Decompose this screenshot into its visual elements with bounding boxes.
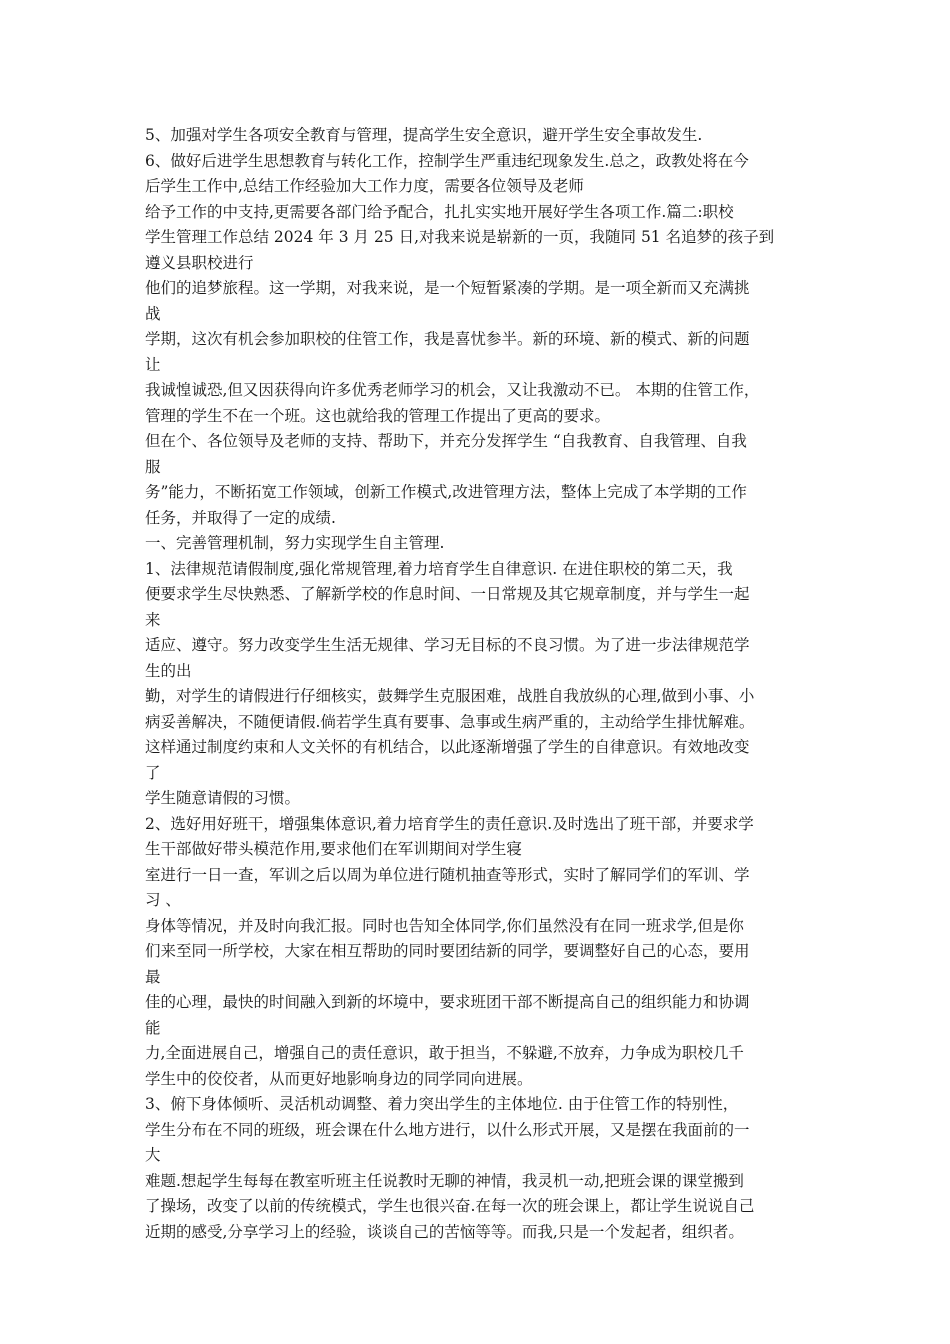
text-line: 习 、 <box>145 891 181 909</box>
text-line: 适应、遵守。努力改变学生生活无规律、学习无目标的不良习惯。为了进一步法律规范学 <box>145 636 750 654</box>
document-body <box>145 123 815 1245</box>
text-line: 让 <box>145 355 161 374</box>
text-line: 学生管理工作总结 2024 年 3 月 25 日,对我来说是崭新的一页，我随同 51 名追梦的孩子到 <box>145 228 775 246</box>
text-line: 但在个、各位领导及老师的支持、帮助下，并充分发挥学生 “自我教育、自我管理、自我 <box>145 432 747 450</box>
text-line: 来 <box>145 610 161 629</box>
text-line: 这样通过制度约束和人文关怀的有机结合，以此逐渐增强了学生的自律意识。有效地改变 <box>145 738 750 756</box>
text-line: 任务，并取得了一定的成绩. <box>145 508 336 527</box>
text-line: 了操场，改变了以前的传统模式，学生也很兴奋.在每一次的班会课上，都让学生说说自己 <box>145 1197 755 1215</box>
text-line: 遵义县职校进行 <box>145 253 254 272</box>
text-line: 学生随意请假的习惯。 <box>145 789 301 807</box>
section-heading: 一、完善管理机制，努力实现学生自主管理. <box>145 534 445 552</box>
text-line: 后学生工作中,总结工作经验加大工作力度，需要各位领导及老师 <box>145 177 584 195</box>
text-line: 最 <box>145 967 161 986</box>
text-line: 他们的追梦旅程。这一学期，对我来说，是一个短暂紧凑的学期。是一项全新而又充满挑 <box>145 279 750 297</box>
text-line: 3、俯下身体倾听、灵活机动调整、着力突出学生的主体地位. 由于住管工作的特别性， <box>145 1095 739 1113</box>
text-line: 2、选好用好班干，增强集体意识,着力培育学生的责任意识.及时选出了班干部，并要求学 <box>145 814 754 833</box>
text-line: 能 <box>145 1018 161 1037</box>
text-line: 力,全面进展自己，增强自己的责任意识，敢于担当，不躲避,不放弃，力争成为职校几千 <box>145 1044 744 1062</box>
text-line: 学生中的佼佼者，从而更好地影响身边的同学同向进展。 <box>145 1069 533 1088</box>
text-line: 管理的学生不在一个班。这也就给我的管理工作提出了更高的要求。 <box>145 406 611 425</box>
text-line: 6、做好后进学生思想教育与转化工作，控制学生严重违纪现象发生.总之，政教处将在今 <box>145 151 749 170</box>
text-line: 我诚惶诚恐,但又因获得向许多优秀老师学习的机会，又让我激动不已。 本期的住管工作， <box>145 381 760 399</box>
text-line: 身体等情况，并及时向我汇报。同时也告知全体同学,你们虽然没有在同一班求学,但是你 <box>145 916 744 935</box>
text-line: 5、加强对学生各项安全教育与管理，提高学生安全意识，避开学生安全事故发生. <box>145 126 703 144</box>
text-line: 室进行一日一查，军训之后以周为单位进行随机抽查等形式，实时了解同学们的军训、学 <box>145 865 750 884</box>
text-line: 学期，这次有机会参加职校的住管工作，我是喜忧参半。新的环境、新的模式、新的问题 <box>145 330 750 348</box>
text-line: 便要求学生尽快熟悉、了解新学校的作息时间、一日常规及其它规章制度，并与学生一起 <box>145 585 750 603</box>
text-line: 生干部做好带头模范作用,要求他们在军训期间对学生寝 <box>145 840 522 858</box>
text-line: 给予工作的中支持,更需要各部门给予配合，扎扎实实地开展好学生各项工作.篇二:职校 <box>145 202 734 221</box>
text-line: 1、法律规范请假制度,强化常规管理,着力培育学生自律意识. 在进住职校的第二天，我 <box>145 559 733 578</box>
text-line: 难题.想起学生每每在教室听班主任说教时无聊的神情，我灵机一动,把班会课的课堂搬到 <box>145 1171 744 1190</box>
text-line: 学生分布在不同的班级，班会课在什么地方进行，以什么形式开展，又是摆在我面前的一 <box>145 1120 750 1139</box>
text-line: 大 <box>145 1146 161 1164</box>
text-line: 战 <box>145 304 161 323</box>
text-line: 勤，对学生的请假进行仔细核实，鼓舞学生克服困难，战胜自我放纵的心理,做到小事、小 <box>145 687 755 705</box>
text-line: 生的出 <box>145 661 192 680</box>
text-line: 近期的感受,分享学习上的经验，谈谈自己的苦恼等等。而我,只是一个发起者，组织者。 <box>145 1222 744 1241</box>
text-line: 了 <box>145 763 161 782</box>
text-line: 佳的心理，最快的时间融入到新的坏境中，要求班团干部不断提高自己的组织能力和协调 <box>145 993 750 1011</box>
text-line: 服 <box>145 457 161 476</box>
text-line: 们来至同一所学校，大家在相互帮助的同时要团结新的同学，要调整好自己的心态，要用 <box>145 942 750 960</box>
text-line: 务”能力，不断拓宽工作领域，创新工作模式,改进管理方法，整体上完成了本学期的工作 <box>145 483 747 501</box>
text-line: 病妥善解决，不随便请假.倘若学生真有要事、急事或生病严重的，主动给学生排忧解难。 <box>145 712 755 731</box>
